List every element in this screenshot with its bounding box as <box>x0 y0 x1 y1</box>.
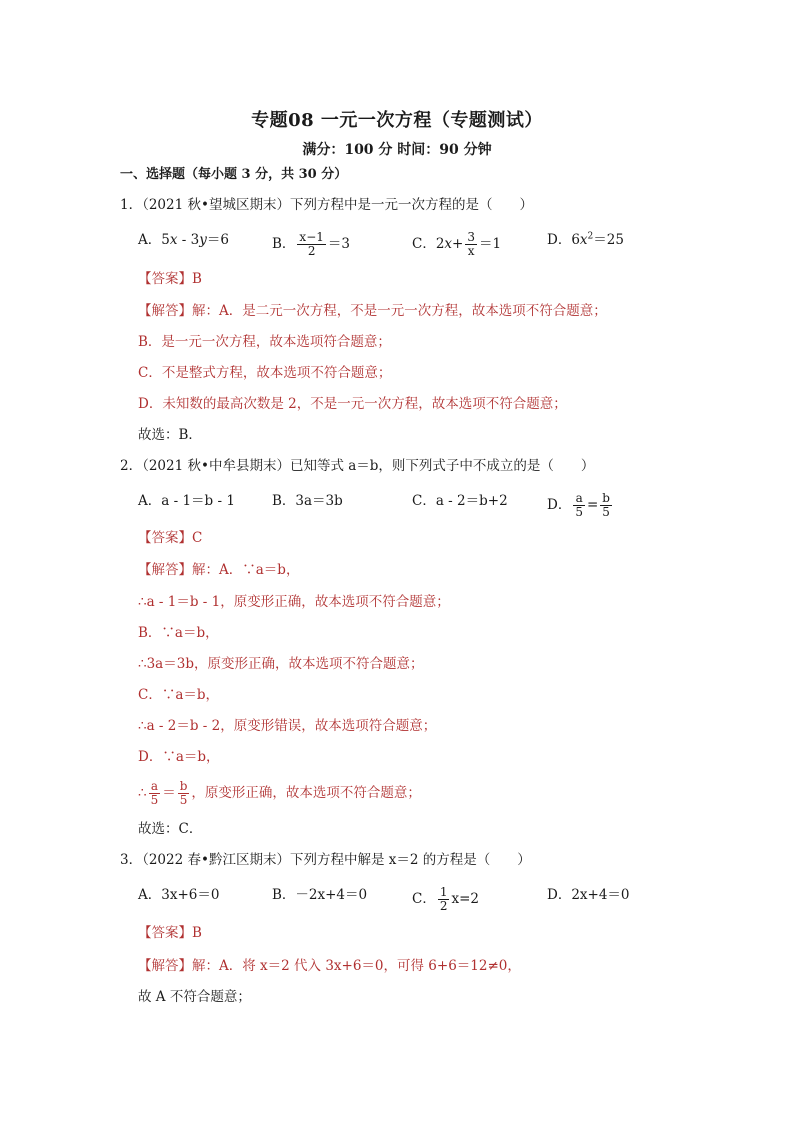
q2-explanation-6: ∴a - 2＝b - 2，原变形错误，故本选项符合题意； <box>138 718 437 734</box>
q1-option-c: C．2x+ $\frac{3}{x}$ ＝1 <box>412 230 502 258</box>
q2-option-d: D． $\frac{a}{5}$ = $\frac{b}{5}$ <box>547 491 610 519</box>
question-1-stem: 1．（2021 秋•望城区期末）下列方程中是一元一次方程的是（ ） <box>120 197 533 213</box>
q2-explanation-2: ∴a - 1＝b - 1，原变形正确，故本选项不符合题意； <box>138 594 450 610</box>
q3-option-a: A．3x+6＝0 <box>138 887 220 903</box>
q1-option-a: A．5x - 3y＝6 <box>138 232 229 248</box>
section-heading: 一、选择题（每小题 3 分，共 30 分） <box>120 167 348 182</box>
q2-explanation-3: B．∵a＝b， <box>138 625 219 641</box>
q1-option-b: B． $\frac{x-1}{2}$ ＝3 <box>272 230 350 258</box>
fraction: $\frac{1}{2}$ <box>439 885 448 913</box>
q2-option-b: B．3a＝3b <box>272 493 343 509</box>
q2-explanation-1: 【解答】解：A．∵a＝b， <box>138 562 300 578</box>
fraction: $\frac{a}{5}$ <box>150 779 159 807</box>
q2-explanation-5: C．∵a＝b， <box>138 687 220 703</box>
q3-option-b: B．－2x+4＝0 <box>272 887 368 903</box>
q3-explanation-1: 【解答】解：A．将 x＝2 代入 3x+6＝0，可得 6+6＝12≠0， <box>138 958 521 974</box>
q2-answer: 【答案】C <box>138 530 203 546</box>
q1-explanation-3: C．不是整式方程，故本选项不符合题意； <box>138 365 392 381</box>
fraction: $\frac{x-1}{2}$ <box>299 230 324 258</box>
q1-answer: 【答案】B <box>138 271 202 287</box>
question-2-stem: 2．（2021 秋•中牟县期末）已知等式 a＝b，则下列式子中不成立的是（ ） <box>120 458 595 474</box>
q2-explanation-7: D．∵a＝b， <box>138 749 220 765</box>
q1-choose: 故选：B． <box>138 427 202 443</box>
q3-option-c: C． $\frac{1}{2}$ x=2 <box>412 885 479 913</box>
fraction: $\frac{3}{x}$ <box>467 230 475 258</box>
q1-option-d: D．$6x^2=25$ <box>547 231 624 248</box>
q2-explanation-8: ∴ $\frac{a}{5}$ ＝ $\frac{b}{5}$ ，原变形正确，故本选项不符合题意； <box>138 779 421 807</box>
question-3-stem: 3．（2022 春•黔江区期末）下列方程中解是 x＝2 的方程是（ ） <box>120 852 531 868</box>
q1-explanation-1: 【解答】解：A．是二元一次方程，不是一元一次方程，故本选项不符合题意； <box>138 303 607 319</box>
fraction: $\frac{b}{5}$ <box>602 491 610 519</box>
page-subtitle: 满分：100 分 时间：90 分钟 <box>302 142 492 158</box>
q2-option-a: A．a - 1＝b - 1 <box>138 493 235 509</box>
q1-explanation-2: B．是一元一次方程，故本选项符合题意； <box>138 334 391 350</box>
q3-answer: 【答案】B <box>138 925 202 941</box>
page-title: 专题08 一元一次方程（专题测试） <box>251 110 543 131</box>
fraction: $\frac{a}{5}$ <box>575 491 583 519</box>
q2-choose: 故选：C． <box>138 821 203 837</box>
q2-explanation-4: ∴3a＝3b，原变形正确，故本选项不符合题意； <box>138 656 424 672</box>
q1-explanation-4: D．未知数的最高次数是 2，不是一元一次方程，故本选项不符合题意； <box>138 396 567 412</box>
q3-explanation-2: 故 A 不符合题意； <box>138 989 251 1005</box>
q2-option-c: C．a - 2＝b+2 <box>412 493 508 509</box>
q3-option-d: D．2x+4＝0 <box>547 887 630 903</box>
fraction: $\frac{b}{5}$ <box>179 779 188 807</box>
